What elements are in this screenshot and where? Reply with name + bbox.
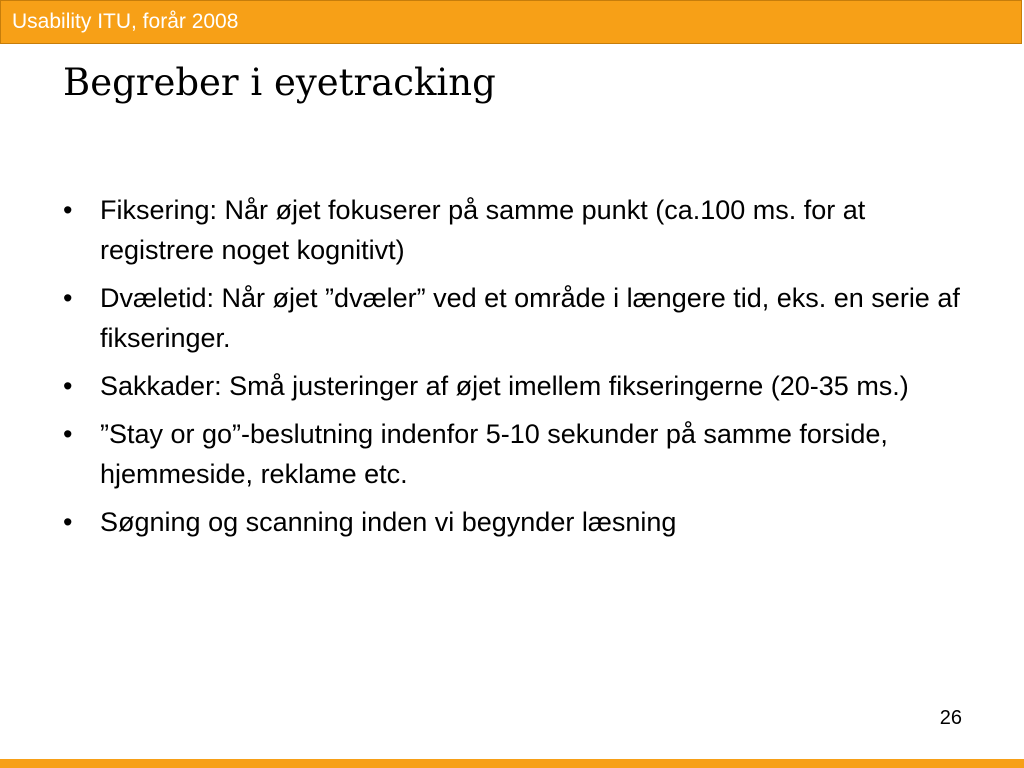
bullet-marker: • (63, 283, 73, 313)
page-number: 26 (939, 707, 962, 729)
bullet-list (63, 190, 963, 550)
header-bar (0, 0, 1022, 44)
bullet-marker: • (63, 195, 73, 225)
bullet-text: Sakkader: Små justeringer af øjet imellem fikseringerne (20-35 ms.) (100, 371, 909, 401)
bullet-marker: • (63, 419, 73, 449)
bullet-text: Dvæletid: Når øjet ”dvæler” ved et område i længere tid, eks. en serie af fikseringer. (100, 283, 960, 353)
bullet-text: Fiksering: Når øjet fokuserer på samme punkt (ca.100 ms. for at registrere noget kognitivt) (100, 195, 866, 265)
bullet-item (63, 414, 963, 494)
bullet-text: ”Stay or go”-beslutning indenfor 5-10 sekunder på samme forside, hjemmeside, reklame etc. (100, 419, 888, 489)
header-text: Usability ITU, forår 2008 (12, 10, 239, 33)
bullet-marker: • (63, 507, 73, 537)
bullet-marker: • (63, 371, 73, 401)
bullet-item (63, 502, 963, 542)
footer-bar (0, 759, 1024, 768)
bullet-item (63, 190, 963, 270)
bullet-item (63, 366, 963, 406)
bullet-text: Søgning og scanning inden vi begynder læsning (100, 507, 677, 537)
slide-title: Begreber i eyetracking (63, 61, 496, 104)
bullet-item (63, 278, 963, 358)
